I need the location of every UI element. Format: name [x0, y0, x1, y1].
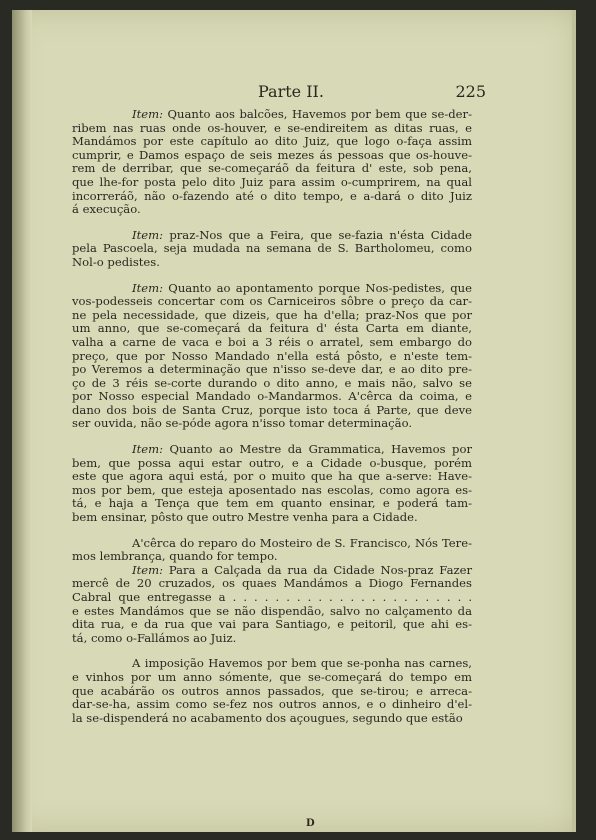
text-line: valha a carne de vaca e boi a 3 réis o arratel, sem embargo do [72, 334, 472, 349]
text-line: Item: Quanto ao apontamento porque Nos-pedistes, que [132, 280, 472, 295]
text-line: e estes Mandámos que se não dispendão, salvo no calçamento da [72, 603, 472, 618]
text-line: Mandámos por este capítulo ao dito Juiz, que logo o-faça assim [72, 134, 472, 149]
running-title: Parte II. [258, 82, 324, 101]
text-line: Item: Quanto aos balcões, Havemos por bem que se-der- [132, 107, 472, 121]
text-line: la se-dispenderá no acabamento dos açougues, segundo que estão [72, 710, 463, 725]
page-header [72, 82, 486, 108]
text-line: dar-se-ha, assim como se-fez nos outros annos, e o dinheiro d'el- [72, 697, 472, 712]
text-line: pela Pascoela, seja mudada na semana de S. Bartholomeu, como [72, 241, 472, 256]
text-line: A imposição Havemos por bem que se-ponha nas carnes, [132, 656, 472, 671]
text-line: ribem nas ruas onde os-houver, e se-endireitem as ditas ruas, e [72, 120, 472, 135]
paragraph [72, 564, 472, 646]
paragraph [72, 108, 472, 217]
text-line: Item: Para a Calçada da rua da Cidade Nos-praz Fazer [132, 562, 472, 577]
text-line: incorreráõ, não o-fazendo até o dito tempo, e a-dará o dito Juiz [72, 188, 472, 203]
text-line: por Nosso especial Mandado o-Mandarmos. A'cêrca da coima, e [72, 389, 472, 404]
signature-mark: D [306, 818, 315, 829]
text-line: que acabárão os outros annos passados, que se-tirou; e arreca- [72, 683, 472, 698]
text-line: Nol-o pedistes. [72, 254, 160, 269]
binding-gutter [12, 10, 32, 832]
page-number: 225 [455, 82, 486, 101]
text-line: que lhe-for posta pelo dito Juiz para assim o-cumprirem, na qual [72, 174, 472, 189]
text-line: mercê de 20 cruzados, os quaes Mandámos a Diogo Fernandes [72, 576, 472, 591]
text-line: dano dos bois de Santa Cruz, porque isto toca á Parte, que deve [72, 402, 472, 417]
text-line: dita rua, e da rua que vai para Santiago, e peitoril, que ahi es- [72, 617, 472, 632]
text-line: tá, e haja a Tença que tem em quanto ensinar, e poderá tam- [72, 496, 472, 511]
text-line: este que agora aqui está, por o muito que ha que a-serve: Have- [72, 469, 472, 484]
text-line: Item: praz-Nos que a Feira, que se-fazia n'ésta Cidade [132, 227, 472, 242]
text-line: po Veremos a determinação que n'isso se-deve dar, e ao dito pre- [72, 362, 472, 377]
text-line: Cabral que entregasse a . . . . . . . . . . . . . . . . . . . . . . . [72, 590, 472, 604]
text-line: mos lembrança, quando for tempo. [72, 549, 278, 564]
text-line: um anno, que se-começará da feitura d' ésta Carta em diante, [72, 321, 472, 336]
text-line: bem ensinar, pôsto que outro Mestre venha para a Cidade. [72, 510, 418, 525]
text-line: mos por bem, que esteja aposentado nas escolas, como agora es- [72, 482, 472, 497]
page-body [72, 108, 472, 725]
text-line: ne pela necessidade, que dizeis, que ha d'ella; praz-Nos que por [72, 307, 472, 322]
text-line: e vinhos por um anno sómente, que se-começará do tempo em [72, 669, 472, 684]
text-line: á execução. [72, 202, 141, 217]
text-line: vos-podesseis concertar com os Carniceiros sôbre o preço da car- [72, 294, 472, 309]
paragraph [72, 443, 472, 525]
paragraph [72, 657, 472, 725]
text-line: preço, que por Nosso Mandado n'ella está pôsto, e n'este tem- [72, 348, 472, 363]
text-line: rem de derribar, que se-começaráõ da feitura d' este, sob pena, [72, 161, 472, 176]
text-line: Item: Quanto ao Mestre da Grammatica, Havemos por [132, 442, 472, 457]
paragraph [72, 229, 472, 270]
paragraph [72, 282, 472, 432]
text-line: bem, que possa aqui estar outro, e a Cidade o-busque, porém [72, 455, 472, 470]
text-line: ser ouvida, não se-póde agora n'isso tomar determinação. [72, 416, 413, 431]
text-line: cumprir, e Damos espaço de seis mezes ás pessoas que os-houve- [72, 147, 472, 162]
paragraph [72, 537, 472, 564]
text-line: ço de 3 réis se-corte durando o dito anno, e mais não, salvo se [72, 375, 472, 390]
page-edge [572, 10, 576, 832]
book-page [12, 10, 576, 832]
text-line: tá, como o-Fallámos ao Juiz. [72, 630, 237, 645]
text-line: A'cêrca do reparo do Mosteiro de S. Francisco, Nós Tere- [132, 535, 472, 550]
